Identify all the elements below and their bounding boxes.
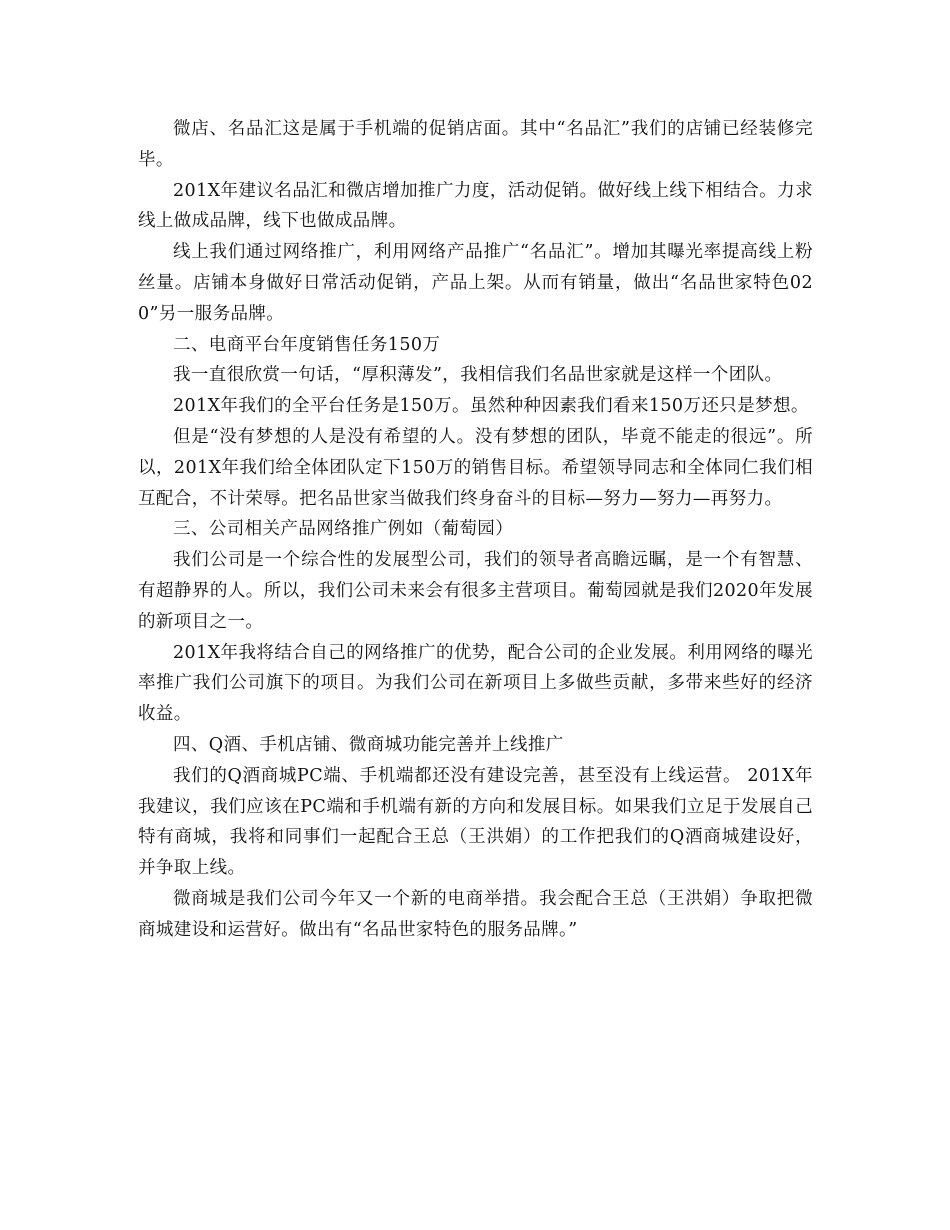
document-body — [138, 114, 813, 946]
paragraph-dream-team: 但是“没有梦想的人是没有希望的人。没有梦想的团队，毕竟不能走的很远”。所以，201X年我们给全体团队定下150万的销售目标。希望领导同志和全体同仁我们相互配合，不计荣辱。把名品世家当做我们终身奋斗的目标—努力—努力—再努力。 — [138, 426, 813, 509]
section-heading-q-wine: 四、Q酒、手机店铺、微商城功能完善并上线推广 — [173, 734, 564, 755]
paragraph-q-wine-mall: 我们的Q酒商城PC端、手机端都还没有建设完善，甚至没有上线运营。 201X年我建议，我们应该在PC端和手机端有新的方向和发展目标。如果我们立足于发展自己特有商城，我将和同事们一起配合王总（王洪娟）的工作把我们的Q酒商城建设好，并争取上线。 — [138, 765, 813, 879]
section-heading-sales-target: 二、电商平台年度销售任务150万 — [173, 334, 441, 355]
paragraph-online-promotion: 线上我们通过网络推广，利用网络产品推广“名品汇”。增加其曝光率提高线上粉丝量。店铺本身做好日常活动促销，产品上架。从而有销量，做出“名品世家特色020”另一服务品牌。 — [138, 242, 813, 324]
paragraph-motto: 我一直很欣赏一句话，“厚积薄发”，我相信我们名品世家就是这样一个团队。 — [173, 365, 783, 386]
paragraph-network-advantage: 201X年我将结合自己的网络推广的优势，配合公司的企业发展。利用网络的曝光率推广我们公司旗下的项目。为我们公司在新项目上多做些贡献，多带来些好的经济收益。 — [138, 642, 813, 725]
paragraph-company-overview: 我们公司是一个综合性的发展型公司，我们的领导者高瞻远瞩，是一个有智慧、有超静界的人。所以，我们公司未来会有很多主营项目。葡萄园就是我们2020年发展的新项目之一。 — [138, 550, 813, 632]
paragraph-promotion-suggestion: 201X年建议名品汇和微店增加推广力度，活动促销。做好线上线下相结合。力求线上做成品牌，线下也做成品牌。 — [138, 180, 813, 232]
section-heading-vineyard: 三、公司相关产品网络推广例如（葡萄园） — [173, 519, 514, 540]
paragraph-micro-mall: 微商城是我们公司今年又一个新的电商举措。我会配合王总（王洪娟）争取把微商城建设和运营好。做出有“名品世家特色的服务品牌。” — [138, 888, 813, 940]
paragraph-mingpinhui-intro: 微店、名品汇这是属于手机端的促销店面。其中“名品汇”我们的店铺已经装修完毕。 — [138, 119, 813, 170]
paragraph-platform-target: 201X年我们的全平台任务是150万。虽然种种因素我们看来150万还只是梦想。 — [173, 396, 809, 417]
